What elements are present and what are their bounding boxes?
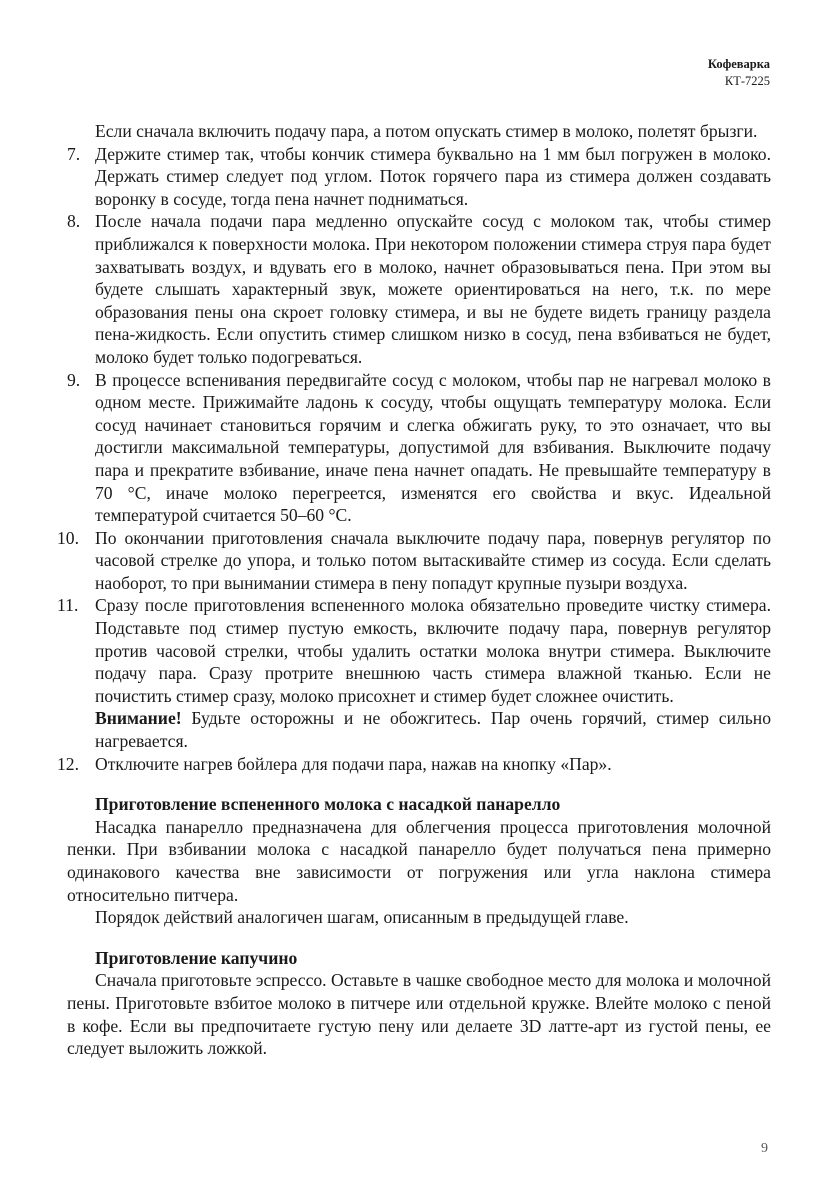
cappuccino-heading: Приготовление капучино xyxy=(95,947,298,968)
step-11 xyxy=(57,594,771,752)
warning-text: Будьте осторожны и не обожгитесь. Пар очень горячий, стимер сильно нагревается. xyxy=(95,708,771,752)
main-content xyxy=(57,120,771,1060)
steps-intro: Если сначала включить подачу пара, а потом опускать стимер в молоко, полетят брызги. xyxy=(95,121,758,141)
step-7 xyxy=(67,143,771,211)
warning-note xyxy=(95,707,771,752)
step-12 xyxy=(57,753,771,776)
step-10 xyxy=(57,527,771,595)
header-model: КТ-7225 xyxy=(724,74,770,88)
step-number: 12. xyxy=(57,753,79,774)
page-number: 9 xyxy=(761,1141,768,1156)
panarello-paragraph-2: Порядок действий аналогичен шагам, описанным в предыдущей главе. xyxy=(95,907,629,928)
header-brand: Кофеварка xyxy=(707,57,770,71)
page-header xyxy=(708,56,770,90)
step-text: Отключите нагрев бойлера для подачи пара, нажав на кнопку «Пар». xyxy=(95,753,612,774)
step-number: 9. xyxy=(67,369,81,390)
panarello-heading: Приготовление вспененного молока с насадкой панарелло xyxy=(95,794,561,815)
step-9 xyxy=(67,369,771,527)
step-number: 10. xyxy=(57,527,79,548)
step-text: Держите стимер так, чтобы кончик стимера буквально на 1 мм был погружен в молоко. Держать стимер следует под углом. Поток горячего пара из стимера должен создавать воронку в сосуде, тогда пена начнет подниматься. xyxy=(95,143,771,209)
step-text: Сразу после приготовления вспененного молока обязательно проведите чистку стимера. Подставьте под стимер пустую емкость, включите подачу пара, повернув регулятор против часовой стрелки, чтобы удалить остатки молока внутри стимера. Выключите подачу пара. Сразу протрите внешнюю часть стимера влажной тканью. Если не почистить стимер сразу, молоко присохнет и стимер будет сложнее очистить. xyxy=(95,595,771,706)
step-text: В процессе вспенивания передвигайте сосуд с молоком, чтобы пар не нагревал молоко в одном месте. Прижимайте ладонь к сосуду, чтобы ощущать температуру молока. Если сосуд начинает становиться горячим и слегка обжигать руку, то это означает, что вы достигли максимальной температуры, допустимой для взбивания. Выключите подачу пара и прекратите взбивание, иначе пена начнет опадать. Не превышайте температуру в 70 °С, иначе молоко перегреется, изменятся его свойства и вкус. Идеальной температурой считается 50–60 °С. xyxy=(95,369,771,526)
cappuccino-paragraph: Сначала приготовьте эспрессо. Оставьте в чашке свободное место для молока и молочной пены. Приготовьте взбитое молоко в питчере или отдельной кружке. Влейте молоко с пеной в кофе. Если вы предпочитаете густую пену или делаете 3D латте-арт из густой пены, ее следует выложить ложкой. xyxy=(67,970,771,1059)
panarello-paragraph-1: Насадка панарелло предназначена для облегчения процесса приготовления молочной пенки. При взбивании молока с насадкой панарелло будет получаться пена примерно одинакового качества вне зависимости от погружения или угла наклона стимера относительно питчера. xyxy=(67,816,771,905)
step-number: 7. xyxy=(67,143,81,164)
warning-label: Внимание! xyxy=(95,708,182,729)
step-number: 8. xyxy=(67,211,81,232)
step-8 xyxy=(67,210,771,368)
step-text: По окончании приготовления сначала выключите подачу пара, повернув регулятор по часовой стрелке до упора, и только потом вытаскивайте стимер из сосуда. Если сделать наоборот, то при вынимании стимера в пену попадут крупные пузыри воздуха. xyxy=(95,527,771,593)
step-number: 11. xyxy=(57,595,79,616)
step-text: После начала подачи пара медленно опускайте сосуд с молоком так, чтобы стимер приближался к поверхности молока. При некотором положении стимера струя пара будет захватывать воздух, и вдувать его в молоко, начнет образовываться пена. При этом вы будете слышать характерный звук, можете ориентироваться на него, т.к. по мере образования пены она скроет головку стимера, и вы не будете видеть границу раздела пена-жидкость. Если опустить стимер слишком низко в сосуд, пена взбиваться не будет, молоко будет только подогреваться. xyxy=(95,211,771,367)
